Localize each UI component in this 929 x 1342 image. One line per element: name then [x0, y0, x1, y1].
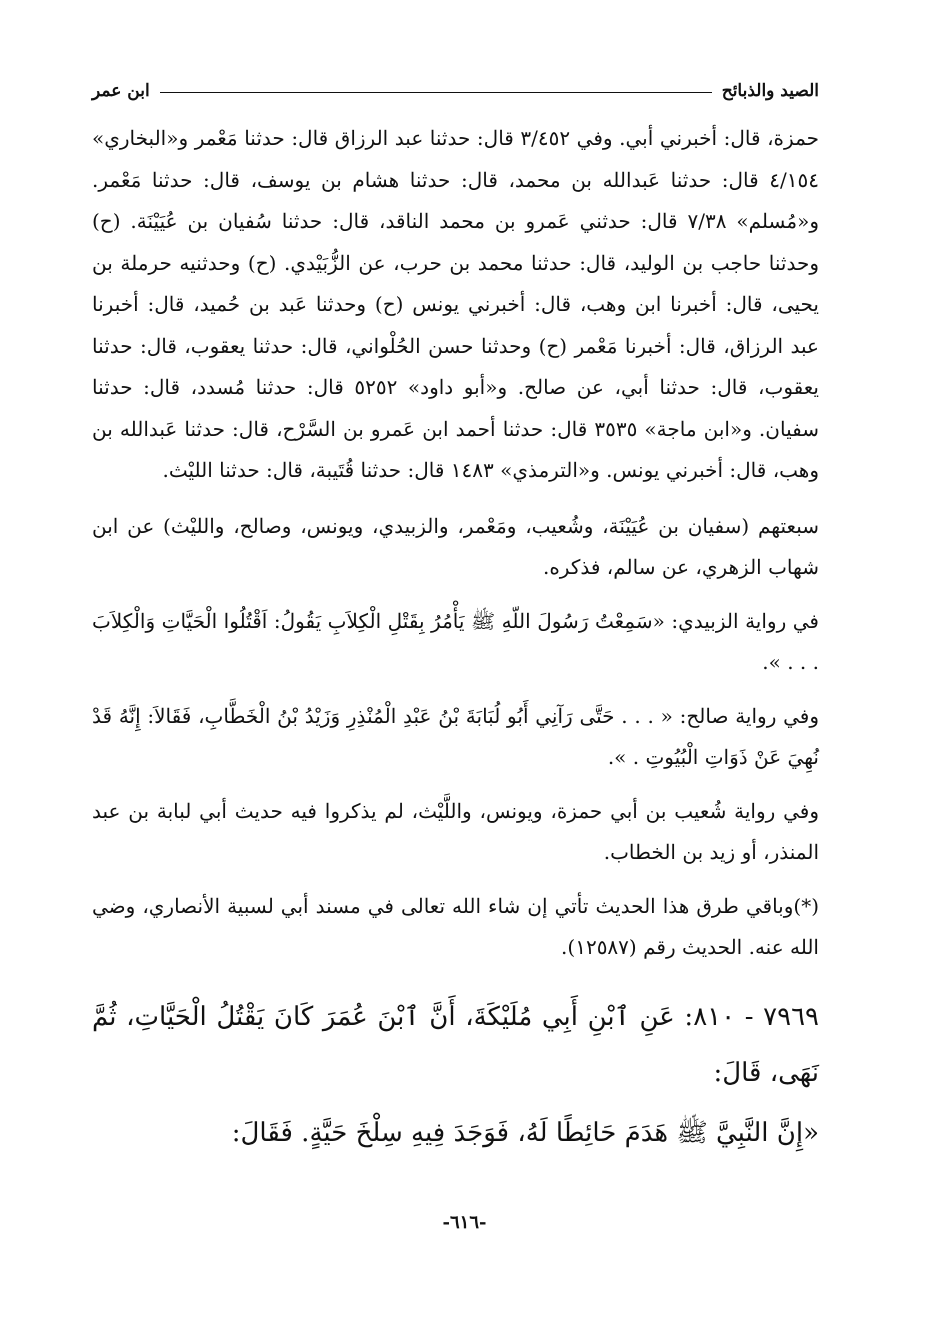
- hadith-text-2: «إِنَّ النَّبِيَّ ﷺ هَدَمَ حَائِطًا لَهُ، فَوَجَدَ فِيهِ سِلْخَ حَيَّةٍ. فَقَالَ:: [231, 1117, 819, 1148]
- narrator-name: ابن عمر: [92, 81, 150, 101]
- salih-narration: وفي رواية صالح: « . . . حَتَّى رَآنِي أَبُو لُبَابَةَ بْنُ عَبْدِ الْمُنْذِرِ وَزَيْدُ بْنُ الْخَطَّابِ، فَقَالاَ: إِنَّهُ قَدْ نُهِيَ عَنْ ذَوَاتِ الْبُيُوتِ . ».: [92, 703, 820, 769]
- page-number: -٦١٦-: [442, 1212, 487, 1233]
- shuaib-narration: وفي رواية شُعيب بن أبي حمزة، ويونس، واللَّيْث، لم يذكروا فيه حديث أبي لبابة بن عبد المنذر، أو زيد بن الخطاب.: [92, 798, 819, 864]
- running-header: [92, 78, 819, 104]
- narrators-paragraph: سبعتهم (سفيان بن عُيَيْنَة، وشُعيب، ومَعْمر، والزبيدي، ويونس، وصالح، والليْث) عن ابن شهاب الزهري، عن سالم، فذكره.: [92, 513, 819, 579]
- chapter-title: الصيد والذبائح: [721, 81, 819, 101]
- isnad-paragraph: حمزة، قال: أخبرني أبي. وفي ٣/٤٥٢ قال: حدثنا عبد الرزاق قال: حدثنا مَعْمر و«البخاري» ٤/١٥٤ قال: حدثنا عَبدالله بن محمد، قال: حدثنا هشام بن يوسف، قال: حدثنا مَعْمر. و«مُسلم» ٧/٣٨ قال: حدثني عَمرو بن محمد الناقد، قال: حدثنا سُفيان بن عُيَيْنَة. (ح) وحدثنا حاجب بن الوليد، قال: حدثنا محمد بن حرب، عن الزُّبَيْدي. (ح) وحدثنيه حرملة بن يحيى، قال: أخبرنا ابن وهب، قال: أخبرني يونس (ح) وحدثنا عَبد بن حُميد، قال: أخبرنا عبد الرزاق، قال: أخبرنا مَعْمر (ح) وحدثنا حسن الحُلْواني، قال: حدثنا يعقوب، قال: حدثنا يعقوب، قال: حدثنا أبي، عن صالح. و«أبو داود» ٥٢٥٢ قال: حدثنا مُسدد، قال: حدثنا سفيان. و«ابن ماجة» ٣٥٣٥ قال: حدثنا أحمد ابن عَمرو بن السَّرْح، قال: حدثنا عَبدالله بن وهب، قال: أخبرني يونس. و«الترمذي» ١٤٨٣ قال: حدثنا قُتَيبة، قال: حدثنا الليْث.: [92, 126, 819, 482]
- footnote-paragraph: (*)وباقي طرق هذا الحديث تأتي إن شاء الله تعالى في مسند أبي لسبية الأنصاري، وضي الله عنه. الحديث رقم (١٢٥٨٧).: [92, 893, 819, 959]
- zubaidi-narration: في رواية الزبيدي: «سَمِعْتُ رَسُولَ اللّهِ ﷺ يَأْمُرُ بِقَتْلِ الْكِلاَبِ يَقُولُ: اَقْتُلُوا الْحَيَّاتِ وَالْكِلاَبَ . . . ».: [92, 608, 819, 674]
- hadith-text-1: ٧٩٦٩ - ٨١٠: عَنِ ٱبْنِ أَبِي مُلَيْكَةَ، أَنَّ ٱبْنَ عُمَرَ كَانَ يَقْتُلُ الْحَيَّاتِ، ثُمَّ نَهَى، قَالَ:: [92, 1001, 819, 1088]
- header-rule: [160, 92, 712, 93]
- page-body: [92, 118, 819, 1161]
